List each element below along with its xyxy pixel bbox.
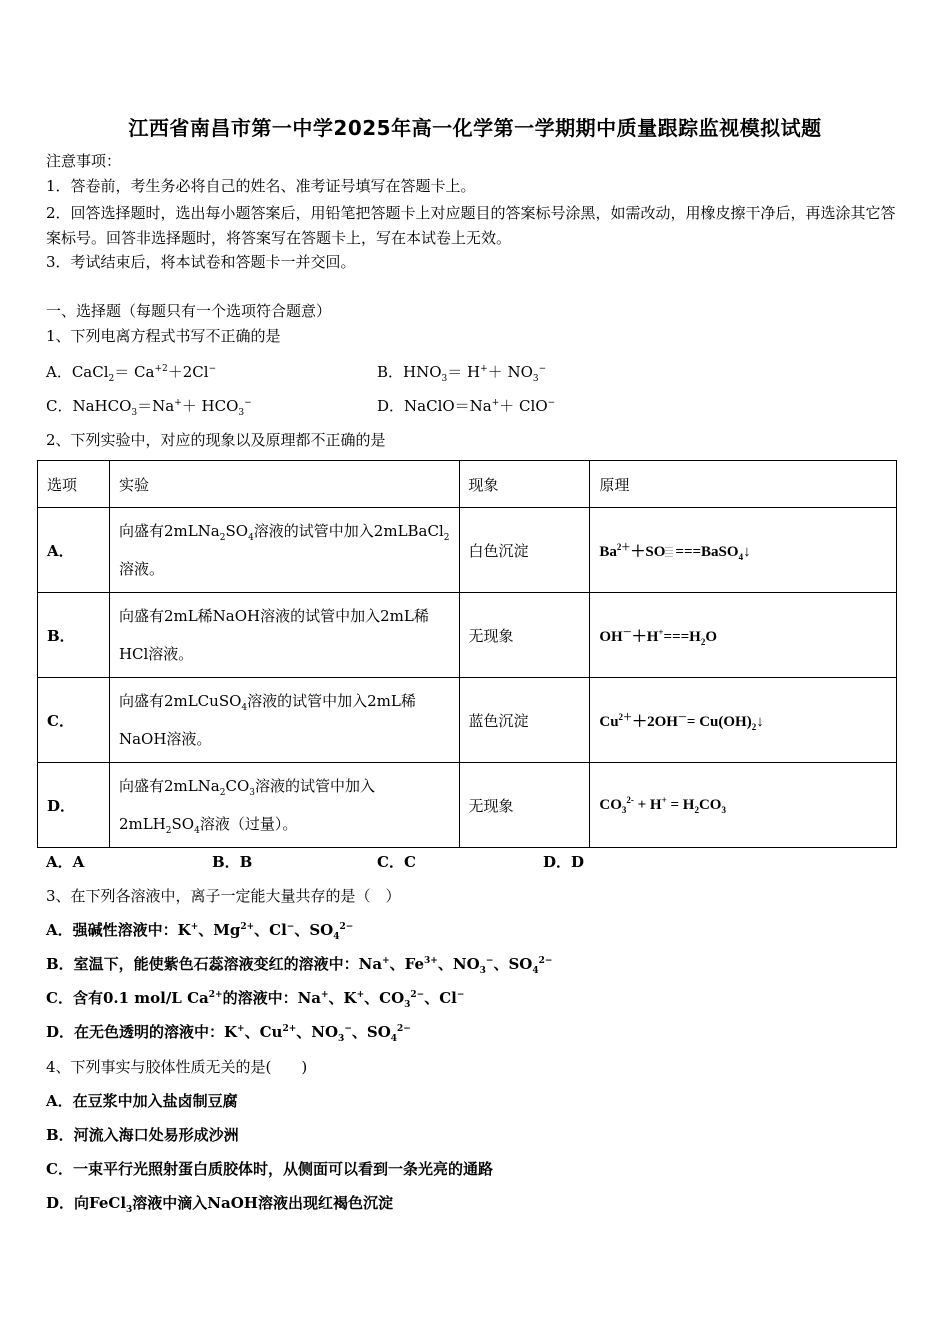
row-phenomenon: 无现象 xyxy=(459,593,590,678)
q3-option-c: C．含有0.1 mol/L $Ca^{2+}$的溶液中：Na+、K+、$CO_3^{2-}$、Cl− xyxy=(46,989,465,1010)
q4-option-d: D．向FeCl$_3$溶液中滴入NaOH溶液出现红褐色沉淀 xyxy=(46,1194,393,1215)
note-item-2: 2．回答选择题时，选出每小题答案后，用铅笔把答题卡上对应题目的答案标号涂黑，如需改动，用橡皮擦干净后，再选涂其它答案标号。回答非选择题时，将答案写在答题卡上，写在本试卷上无效。 xyxy=(46,204,896,247)
q1-option-d: D．NaClO＝Na+＋ ClO− xyxy=(377,397,556,415)
table-header-row xyxy=(38,461,897,508)
row-principle: $Cu^{2+}+2OH^-=$ $Cu(OH)_2↓$ xyxy=(590,678,897,763)
row-experiment: 向盛有2mL稀NaOH溶液的试管中加入2mL稀 HCl溶液。 xyxy=(109,593,459,678)
header-phenomenon: 现象 xyxy=(459,461,590,508)
q4-stem: 4、下列事实与胶体性质无关的是( ) xyxy=(46,1058,308,1076)
row-phenomenon: 白色沉淀 xyxy=(459,508,590,593)
row-principle: $OH^-+H^+===H_2O$ xyxy=(590,593,897,678)
row-option: D． xyxy=(38,763,110,848)
row-option: B． xyxy=(38,593,110,678)
header-experiment: 实验 xyxy=(109,461,459,508)
row-option: C． xyxy=(38,678,110,763)
row-principle: $CO_3^{2-} + H^+ = H_2CO_3$ xyxy=(590,763,897,848)
table-row xyxy=(38,678,897,763)
row-experiment: 向盛有$2mLNa_2SO_4$溶液的试管中加入2mLBaCl$_2$ 溶液。 xyxy=(109,508,459,593)
header-principle: 原理 xyxy=(590,461,897,508)
page-title: 江西省南昌市第一中学2025年高一化学第一学期期中质量跟踪监视模拟试题 xyxy=(128,116,822,140)
row-principle: $Ba^{2+}+SO$ ===BaSO$_4$↓ xyxy=(590,508,897,593)
q2-experiment-table xyxy=(37,460,897,848)
note-item-1: 1．答卷前，考生务必将自己的姓名、准考证号填写在答题卡上。 xyxy=(46,177,476,195)
table-row xyxy=(38,763,897,848)
q1-stem: 1、下列电离方程式书写不正确的是 xyxy=(46,327,281,345)
header-option: 选项 xyxy=(38,461,110,508)
table-row xyxy=(38,593,897,678)
note-item-3: 3．考试结束后，将本试卷和答题卡一并交回。 xyxy=(46,253,356,271)
q4-option-b: B．河流入海口处易形成沙洲 xyxy=(46,1126,239,1144)
q2-answer-d: D．D xyxy=(543,853,585,871)
q2-answer-a: A．A xyxy=(46,853,85,871)
sulfate-charge-mark xyxy=(665,545,673,557)
q4-option-a: A．在豆浆中加入盐卤制豆腐 xyxy=(46,1092,238,1110)
row-option: A． xyxy=(38,508,110,593)
q2-answer-c: C．C xyxy=(377,853,416,871)
row-phenomenon: 无现象 xyxy=(459,763,590,848)
q1-option-b: B．$HNO_3= H^++ NO_3^-$ xyxy=(377,363,547,384)
q1-option-a: A．CaCl$_2$＝ $Ca^{+2}+2Cl^-$ xyxy=(46,363,217,384)
q3-stem: 3、在下列各溶液中，离子一定能大量共存的是（ ） xyxy=(46,887,401,905)
notes-heading: 注意事项： xyxy=(46,152,122,170)
row-experiment: 向盛有$2mLNa_2CO_3$溶液的试管中加入 $2mLH_2SO_4$溶液（过量）。 xyxy=(109,763,459,848)
q3-option-a: A．强碱性溶液中：K+、$Mg^{2+}$、Cl−、$SO_4^{2-}$ xyxy=(46,921,354,942)
table-row xyxy=(38,508,897,593)
row-experiment: 向盛有2mLCuSO$_4$溶液的试管中加入2mL稀 NaOH溶液。 xyxy=(109,678,459,763)
q3-option-b: B．室温下，能使紫色石蕊溶液变红的溶液中：Na+、$Fe^{3+}$、$NO_3^-$、$SO_4^{2-}$ xyxy=(46,955,553,976)
section-heading: 一、选择题（每题只有一个选项符合题意） xyxy=(46,302,332,320)
q3-option-d: D．在无色透明的溶液中：K+、$Cu^{2+}$、$NO_3^-$、$SO_4^{2-}$ xyxy=(46,1023,411,1044)
q2-stem: 2、下列实验中，对应的现象以及原理都不正确的是 xyxy=(46,431,386,449)
q4-option-c: C．一束平行光照射蛋白质胶体时，从侧面可以看到一条光亮的通路 xyxy=(46,1160,493,1178)
row-phenomenon: 蓝色沉淀 xyxy=(459,678,590,763)
q2-answer-b: B．B xyxy=(212,853,253,871)
q1-option-c: C．NaHCO$_3$＝Na+＋ $HCO_3^-$ xyxy=(46,397,252,418)
